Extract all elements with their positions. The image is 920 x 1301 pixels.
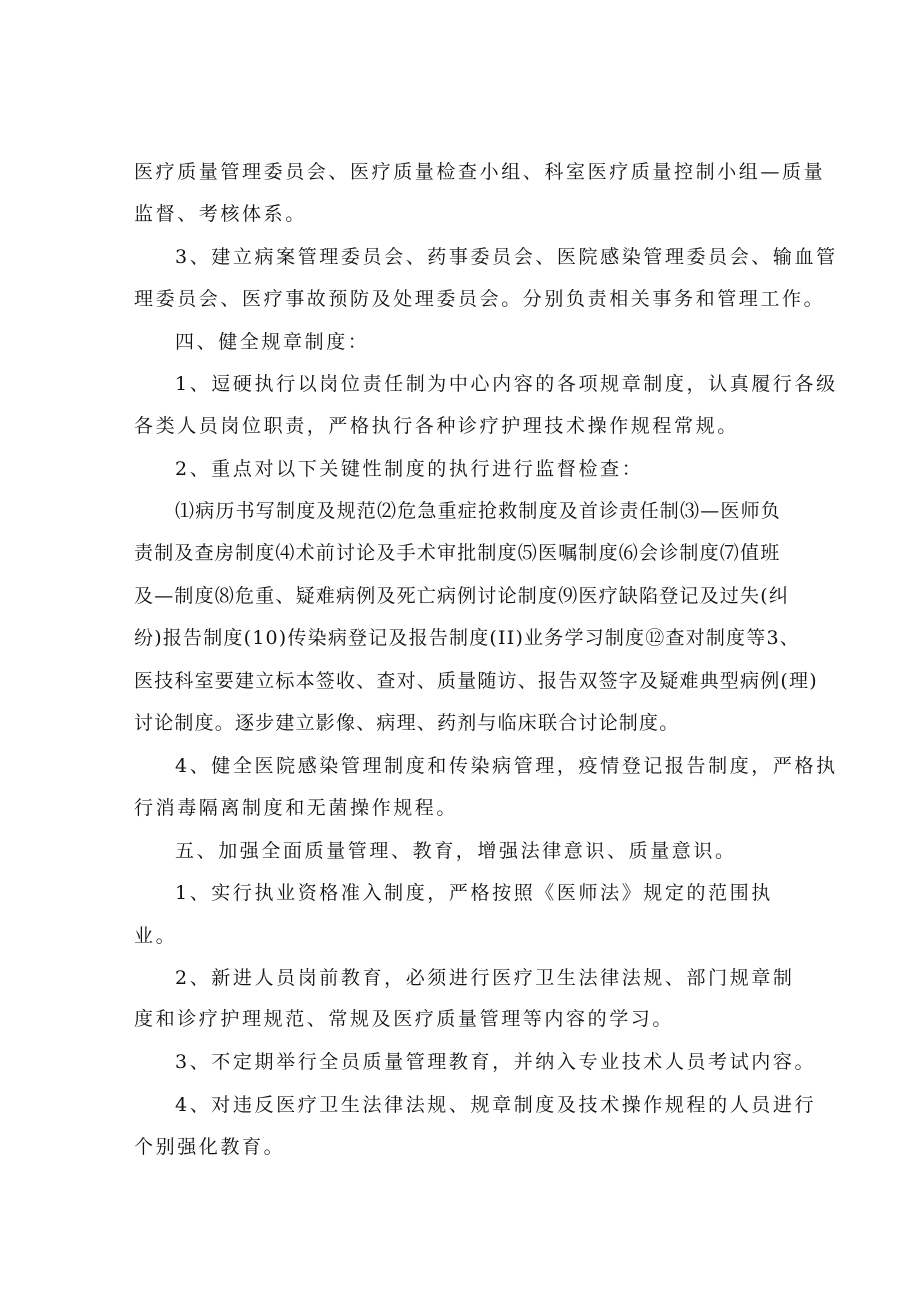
text-line-9: ⑴病历书写制度及规范⑵危急重症抢救制度及首诊责任制⑶—医师负 — [175, 500, 782, 522]
text-line-20: 2、新进人员岗前教育，必须进行医疗卫生法律法规、部门规章制 — [175, 967, 795, 989]
text-line-10: 责制及查房制度⑷术前讨论及手术审批制度⑸医嘱制度⑹会诊制度⑺值班 — [134, 542, 781, 564]
text-line-12: 纷)报告制度(10)传染病登记及报告制度(II)业务学习制度⑫查对制度等3、 — [134, 627, 800, 649]
section-heading-4: 四、健全规章制度： — [175, 331, 370, 353]
text-line-8: 2、重点对以下关键性制度的执行进行监督检查： — [175, 458, 644, 480]
text-line-18: 1、实行执业资格准入制度，严格按照《医师法》规定的范围执 — [175, 882, 773, 904]
text-line-15: 4、健全医院感染管理制度和传染病管理，疫情登记报告制度，严格执 — [175, 755, 838, 777]
text-line-24: 个别强化教育。 — [134, 1136, 286, 1158]
text-line-19: 业。 — [134, 925, 178, 947]
text-line-22: 3、不定期举行全员质量管理教育，并纳入专业技术人员考试内容。 — [175, 1051, 817, 1073]
text-line-1: 医疗质量管理委员会、医疗质量检查小组、科室医疗质量控制小组—质量 — [134, 161, 826, 183]
text-line-14: 讨论制度。逐步建立影像、病理、药剂与临床联合讨论制度。 — [134, 712, 680, 734]
text-line-16: 行消毒隔离制度和无菌操作规程。 — [134, 797, 459, 819]
text-line-6: 1、逗硬执行以岗位责任制为中心内容的各项规章制度，认真履行各级 — [175, 373, 838, 395]
text-line-11: 及—制度⑻危重、疑难病例及死亡病例讨论制度⑼医疗缺陷登记及过失(纠 — [134, 585, 790, 607]
text-line-3: 3、建立病案管理委员会、药事委员会、医院感染管理委员会、输血管 — [175, 246, 838, 268]
section-heading-5: 五、加强全面质量管理、教育，增强法律意识、质量意识。 — [175, 840, 737, 862]
text-line-4: 理委员会、医疗事故预防及处理委员会。分别负责相关事务和管理工作。 — [134, 288, 826, 310]
text-line-7: 各类人员岗位职责，严格执行各种诊疗护理技术操作规程常规。 — [134, 415, 739, 437]
text-line-13: 医技科室要建立标本签收、查对、质量随访、报告双签字及疑难典型病例(理) — [134, 670, 818, 692]
text-line-21: 度和诊疗护理规范、常规及医疗质量管理等内容的学习。 — [134, 1008, 675, 1030]
text-line-2: 监督、考核体系。 — [134, 203, 307, 225]
text-line-23: 4、对违反医疗卫生法律法规、规章制度及技术操作规程的人员进行 — [175, 1094, 817, 1116]
